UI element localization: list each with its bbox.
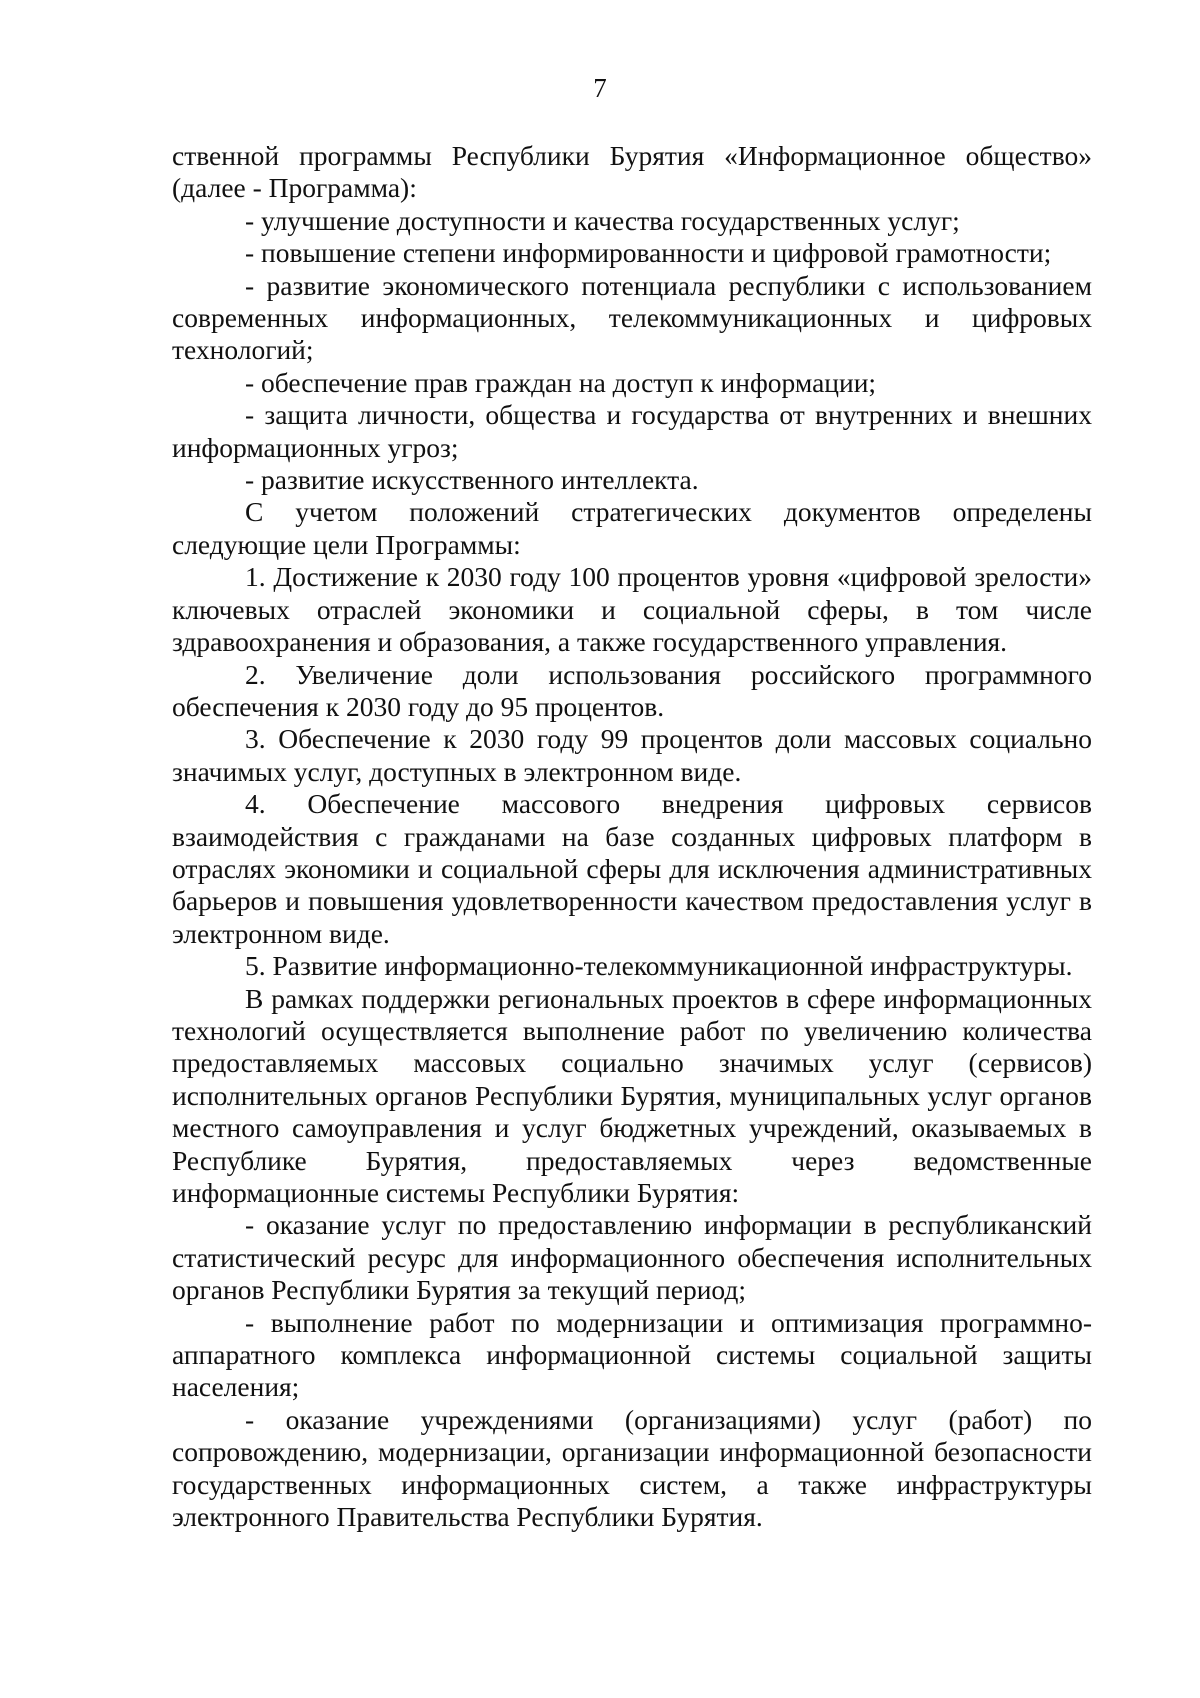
document-body — [172, 140, 1092, 1533]
list-item-protection: - защита личности, общества и государства от внутренних и внешних информационных угроз; — [172, 399, 1092, 463]
list-item-information-rights: - обеспечение прав граждан на доступ к информации; — [245, 366, 877, 398]
list-item-digital-literacy: - повышение степени информированности и цифровой грамотности; — [245, 237, 1052, 269]
list-item-accessibility: - улучшение доступности и качества государственных услуг; — [245, 204, 960, 236]
paragraph-continuation: ственной программы Республики Бурятия «Информационное общество» (далее - Программа): — [172, 140, 1092, 204]
goal-item-2: 2. Увеличение доли использования российского программного обеспечения к 2030 году до 95 процентов. — [172, 658, 1092, 722]
goal-item-4: 4. Обеспечение массового внедрения цифровых сервисов взаимодействия с гражданами на базе созданных цифровых платформ в отраслях экономики и социальной сферы для исключения административных барьеров и повышения удовлетворенности качеством предоставления услуг в электронном виде. — [172, 788, 1092, 949]
paragraph-goals-intro: С учетом положений стратегических документов определены следующие цели Программы: — [172, 496, 1092, 560]
list-item-modernization: - выполнение работ по модернизации и оптимизация программно-аппаратного комплекса информационной системы социальной защиты населения; — [172, 1306, 1092, 1403]
paragraph-regional-projects: В рамках поддержки региональных проектов в сфере информационных технологий осуществляется выполнение работ по увеличению количества предоставляемых массовых социально значимых услуг (сервисов) исполнительных органов Республики Бурятия, муниципальных услуг органов местного самоуправления и услуг бюджетных учреждений, оказываемых в Республике Бурятия, предоставляемых через ведомственные информационные системы Республики Бурятия: — [172, 982, 1092, 1208]
goal-item-5: 5. Развитие информационно-телекоммуникационной инфраструктуры. — [245, 950, 1073, 982]
page-number: 7 — [593, 73, 607, 103]
goal-item-1: 1. Достижение к 2030 году 100 процентов уровня «цифровой зрелости» ключевых отраслей экономики и социальной сферы, в том числе здравоохранения и образования, а также государственного управления. — [172, 561, 1092, 658]
list-item-statistics: - оказание услуг по предоставлению информации в республиканский статистический ресурс для информационного обеспечения исполнительных органов Республики Бурятия за текущий период; — [172, 1209, 1092, 1306]
list-item-economic-potential: - развитие экономического потенциала республики с использованием современных информационных, телекоммуникационных и цифровых технологий; — [172, 269, 1092, 366]
list-item-ai: - развитие искусственного интеллекта. — [245, 464, 699, 496]
goal-item-3: 3. Обеспечение к 2030 году 99 процентов доли массовых социально значимых услуг, доступных в электронном виде. — [172, 723, 1092, 787]
list-item-support-services: - оказание учреждениями (организациями) услуг (работ) по сопровождению, модернизации, организации информационной безопасности государственных информационных систем, а также инфраструктуры электронного Правительства Республики Бурятия. — [172, 1403, 1092, 1533]
